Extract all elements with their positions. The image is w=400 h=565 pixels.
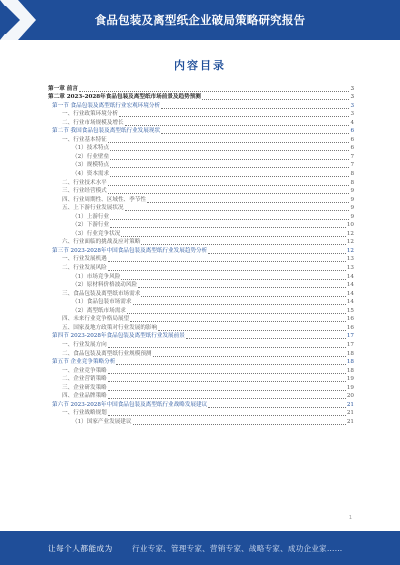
toc-entry-title: 四、未来行业竞争格局展望 [62,316,130,323]
toc-entry-page: 13 [346,265,354,272]
toc-entry-page: 12 [346,230,354,237]
toc-entry-page: 13 [346,256,354,263]
toc-entry-page: 19 [346,384,354,391]
toc-entry-title: （1）技术特点 [72,145,110,152]
toc-entry[interactable] [48,152,354,161]
toc-leader-dots [130,317,346,322]
toc-entry-title: （2）下游行业 [72,222,110,229]
toc-entry-page: 21 [346,401,354,408]
toc-leader-dots [147,198,350,203]
chevron-decoration-icon [0,0,46,40]
toc-leader-dots [110,146,349,151]
toc-leader-dots [110,155,349,160]
toc-leader-dots [108,181,350,186]
page-number: 1 [348,515,352,521]
toc-entry-title: 二、企业营销策略 [62,376,107,383]
toc-entry-title: 第一节 食品包装及离型纸行业宏观环境分析 [52,102,161,109]
toc-entry-title: 六、行业面临的挑战及应对策略 [62,239,141,246]
toc-leader-dots [108,411,346,416]
toc-leader-dots [161,104,349,109]
toc-entry-title: 一、行业发展机遇 [62,256,107,263]
toc-entry[interactable] [48,366,354,375]
toc-entry[interactable] [48,93,354,102]
toc-entry[interactable] [48,161,354,170]
toc-entry-title: 一、行业发展方向 [62,341,107,348]
toc-entry[interactable] [48,238,354,247]
toc-entry-page: 10 [346,222,354,229]
toc-entry-title: 一、企业竞争策略 [62,367,107,374]
toc-leader-dots [108,266,346,271]
toc-entry-page: 14 [346,290,354,297]
toc-leader-dots [127,309,346,314]
toc-entry-page: 3 [350,102,354,109]
toc-leader-dots [121,232,346,237]
toc-leader-dots [186,334,346,339]
toc-entry-title: 第一章 前言 [48,85,78,92]
toc-entry-title: 第四节 2023-2028年食品包装及离型纸行业发展前景 [52,333,185,340]
toc-entry-page: 9 [350,188,354,195]
toc-entry[interactable] [48,289,354,298]
toc-entry-title: （3）行业竞争状况 [72,230,121,237]
toc-entry-title: 第三节 2023-2028年中国食品包装及离型纸行业发展趋势分析 [52,247,208,254]
toc-leader-dots [133,300,346,305]
toc-entry[interactable] [48,417,354,426]
toc-entry[interactable] [48,195,354,204]
toc-leader-dots [116,360,346,365]
toc-leader-dots [153,352,346,357]
toc-leader-dots [108,138,350,143]
toc-entry[interactable] [48,178,354,187]
toc-leader-dots [108,189,350,194]
toc-entry[interactable] [48,110,354,119]
footer-bar [0,531,400,565]
toc-entry[interactable] [48,392,354,401]
toc-leader-dots [108,343,346,348]
toc-entry[interactable] [48,229,354,238]
toc-entry[interactable] [48,187,354,196]
toc-entry-page: 8 [350,179,354,186]
toc-entry[interactable] [48,375,354,384]
toc-leader-dots [108,377,346,382]
toc-leader-dots [121,275,346,280]
toc-entry-page: 14 [346,273,354,280]
toc-entry-page: 21 [346,418,354,425]
toc-entry-title: 四、企业品牌策略 [62,393,107,400]
toc-entry[interactable] [48,349,354,358]
toc-leader-dots [125,206,350,211]
toc-entry-title: 二、食品包装及离型纸行业规模预测 [62,350,152,357]
toc-entry[interactable] [48,315,354,324]
toc-entry-title: 第二节 我国食品包装及离型纸行业发展现状 [52,128,161,135]
toc-entry[interactable] [48,272,354,281]
toc-entry-title: 一、行业战略规划 [62,410,107,417]
toc-entry[interactable] [48,298,354,307]
toc-entry-title: 二、行业市场规模及增长 [62,119,124,126]
toc-leader-dots [110,172,349,177]
toc-entry-title: （2）行业壁垒 [72,153,110,160]
toc-leader-dots [208,403,346,408]
toc-entry-title: （4）资本需求 [72,171,110,178]
toc-entry-page: 4 [350,119,354,126]
toc-entry[interactable] [48,127,354,136]
toc-entry-title: 第五节 企业竞争策略分析 [52,359,116,366]
toc-entry-page: 9 [350,205,354,212]
toc-entry-page: 12 [346,247,354,254]
toc-entry[interactable] [48,332,354,341]
toc-entry-title: （2）离型纸市场需求 [72,307,126,314]
toc-entry-title: 三、食品包装及离型纸市场需求 [62,290,141,297]
toc-entry-page: 16 [346,324,354,331]
toc-entry-title: （1）市场竞争风险 [72,273,121,280]
toc-leader-dots [108,386,346,391]
toc-entry[interactable] [48,358,354,367]
toc-entry[interactable] [48,221,354,230]
toc-leader-dots [133,420,346,425]
toc-entry-title: 一、行业基本特征 [62,136,107,143]
toc-entry-page: 18 [346,367,354,374]
toc-entry-title: 二、行业发展风险 [62,265,107,272]
toc-entry-title: （1）上游行业 [72,213,110,220]
toc-entry[interactable] [48,323,354,332]
toc-entry-title: 四、行业周期性、区域性、季节性 [62,196,146,203]
toc-entry-page: 14 [346,299,354,306]
toc-entry-page: 21 [346,410,354,417]
toc-entry-title: （3）规模特点 [72,162,110,169]
toc-entry[interactable] [48,204,354,213]
toc-leader-dots [125,121,350,126]
toc-leader-dots [110,215,349,220]
footer-slogan: 让每个人都能成为 [48,543,113,553]
toc-entry-page: 6 [350,136,354,143]
table-of-contents [48,84,354,426]
toc-entry[interactable] [48,255,354,264]
toc-leader-dots [202,95,350,100]
toc-entry-page: 9 [350,213,354,220]
toc-entry-page: 7 [350,162,354,169]
toc-entry[interactable] [48,306,354,315]
toc-entry-title: 五、上下游行业发展状况 [62,205,124,212]
toc-entry[interactable] [48,118,354,127]
toc-entry-page: 7 [350,153,354,160]
toc-entry-page: 17 [346,341,354,348]
toc-entry-title: 五、国家及地方政策对行业发展的影响 [62,324,158,331]
toc-entry-page: 19 [346,376,354,383]
toc-entry[interactable] [48,383,354,392]
toc-entry-title: （2）原材料价格波动风险 [72,282,138,289]
footer-tagline: 行业专家、管理专家、营销专家、战略专家、成功企业家…… [132,543,343,553]
toc-entry-page: 12 [346,239,354,246]
toc-entry[interactable] [48,409,354,418]
toc-leader-dots [108,257,346,262]
toc-heading: 内容目录 [174,59,226,72]
toc-entry-page: 9 [350,196,354,203]
toc-leader-dots [158,326,346,331]
report-title: 食品包装及离型纸企业破局策略研究报告 [94,13,306,27]
toc-entry[interactable] [48,84,354,93]
toc-entry-page: 8 [350,171,354,178]
toc-entry-page: 18 [346,359,354,366]
toc-entry-page: 15 [346,307,354,314]
toc-entry[interactable] [48,135,354,144]
toc-leader-dots [108,369,346,374]
toc-leader-dots [119,112,349,117]
toc-entry-title: （1）食品包装市场需求 [72,299,132,306]
toc-leader-dots [161,129,349,134]
toc-entry-title: 二、行业技术水平 [62,179,107,186]
toc-entry[interactable] [48,340,354,349]
toc-entry[interactable] [48,144,354,153]
toc-entry-page: 14 [346,282,354,289]
toc-entry[interactable] [48,400,354,409]
toc-entry-page: 3 [350,111,354,118]
toc-entry[interactable] [48,263,354,272]
toc-entry-page: 17 [346,333,354,340]
toc-entry[interactable] [48,246,354,255]
toc-entry-page: 20 [346,393,354,400]
toc-entry[interactable] [48,169,354,178]
toc-entry-title: 三、企业研发策略 [62,384,107,391]
report-header-bar [0,0,400,40]
toc-leader-dots [110,163,349,168]
toc-leader-dots [110,223,346,228]
toc-entry-title: 一、行业政策环境分析 [62,111,118,118]
toc-leader-dots [138,283,346,288]
toc-entry-title: 三、行业经营模式 [62,188,107,195]
toc-entry-page: 16 [346,316,354,323]
toc-entry[interactable] [48,212,354,221]
toc-leader-dots [141,292,346,297]
toc-leader-dots [208,249,346,254]
toc-entry[interactable] [48,281,354,290]
toc-leader-dots [79,87,350,92]
toc-entry-page: 3 [350,85,354,92]
toc-leader-dots [141,240,346,245]
toc-entry-title: 第二章 2023-2028年食品包装及离型纸市场前景及趋势预测 [48,94,201,101]
toc-entry-page: 6 [350,128,354,135]
toc-entry-title: （1）国家产业发展建议 [72,418,132,425]
toc-leader-dots [108,394,346,399]
toc-entry-title: 第六节 2023-2028年中国食品包装及离型纸行业战略发展建议 [52,401,208,408]
toc-entry-page: 3 [350,94,354,101]
toc-entry[interactable] [48,101,354,110]
toc-entry-page: 18 [346,350,354,357]
toc-entry-page: 6 [350,145,354,152]
